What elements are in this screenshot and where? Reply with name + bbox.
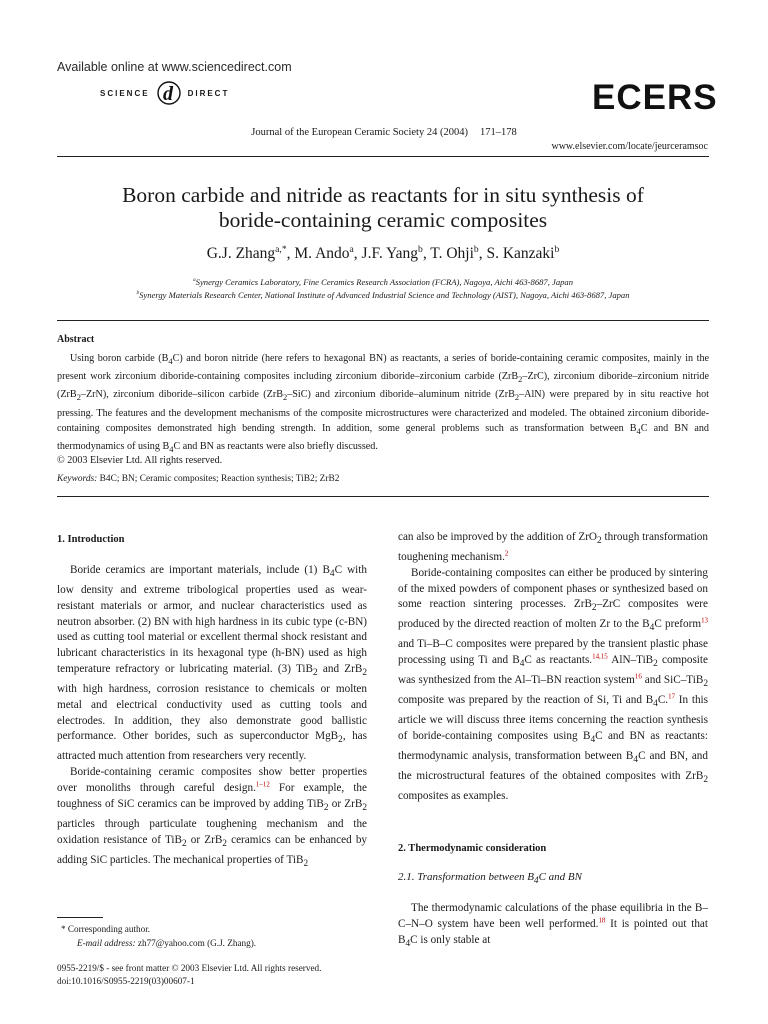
author-separator: , [286, 245, 295, 262]
affil-mark: a [192, 277, 196, 284]
author-affil-mark: b [473, 243, 479, 255]
author-name[interactable]: S. Kanzaki [486, 245, 555, 262]
author-separator: , [478, 245, 487, 262]
citation-link: 17 [668, 692, 676, 701]
author-name[interactable]: G.J. Zhang [206, 245, 276, 262]
article-title [57, 183, 709, 233]
intro-paragraph-3: Boride-containing composites can either be produced by sintering of the mixed powders of component phases or synthesized based on some reaction sintering processes. ZrB$_2$–ZrC composites were produced by the directed reaction of molten Zr to the $B_4C$ preform$^{13}$ and Ti–B–C composites were prepared by the transient plastic phase processing using Ti and $B_4C$ as reactants.$^{14,15}$ AlN–TiB$_2$ composite was synthesized from the Al–Ti–BN reaction system$^{16}$ and SiC–TiB$_2$ composite was prepared by the reaction of Si, Ti and $B_4C.^{17}$ In this article we will discuss three items concerning the reaction synthesis of boride-containing composites using $B_4C$ and BN as reactants: thermodynamic analysis, transformation between $B_4C$ and BN, and the microstructural features of the obtained composites with ZrB$_2$ composites as examples. [398, 566, 709, 803]
email-address[interactable]: zh77@yahoo.com (G.J. Zhang). [137, 938, 257, 948]
affiliation-a [57, 277, 709, 287]
intro-paragraph-2: Boride-containing ceramic composites show better properties over monoliths through careful design.$^{1-12}$ For example, the toughness of SiC ceramics can be improved by adding TiB$_2$ or ZrB$_2$ particles through particulate toughening mechanism and the oxidation resistance of TiB$_2$ or ZrB$_2$ ceramics can be enhanced by adding SiC particles. The mechanical properties of TiB$_2$ [57, 766, 368, 869]
journal-citation [0, 127, 768, 138]
journal-name: Journal of the European Ceramic Society 24 (2004) [251, 127, 468, 138]
keywords-label: Keywords: [57, 474, 98, 484]
author-affil-mark: b [418, 243, 423, 255]
direct-word: DIRECT [187, 88, 230, 98]
author-name[interactable]: M. Ando [294, 245, 350, 262]
science-word: SCIENCE [100, 88, 150, 98]
abstract-bottom-rule [57, 496, 709, 497]
author-separator: , [422, 245, 431, 262]
author-affil-mark: a [349, 243, 354, 255]
title-line-1: Boron carbide and nitride as reactants for in situ synthesis of [122, 183, 644, 207]
author-list [57, 245, 709, 263]
citation-link: 14,15 [592, 652, 608, 661]
citation-link: 18 [598, 916, 606, 925]
author-affil-mark: b [554, 243, 560, 255]
affiliation-b-text: Synergy Materials Research Center, National Institute of Advanced Industrial Science and Technology (AIST), Nagoya, Aichi 463-8687, Japan [139, 290, 630, 300]
corresponding-author-note: * Corresponding author. [61, 924, 151, 934]
citation-link: 2 [504, 549, 509, 558]
header-rule [57, 156, 709, 157]
abstract-heading: Abstract [57, 334, 95, 345]
introduction-body [57, 563, 367, 873]
journal-pages: 171–178 [479, 127, 517, 138]
author-name[interactable]: J.F. Yang [361, 245, 419, 262]
journal-url[interactable]: www.elsevier.com/locate/jeurceramsoc [551, 141, 708, 152]
ecers-logo: ECERS [592, 78, 718, 117]
affil-mark: b [136, 290, 140, 297]
keywords [57, 474, 339, 484]
affiliation-a-text: Synergy Ceramics Laboratory, Fine Ceramics Research Association (FCRA), Nagoya, Aichi 463-8687, Japan [195, 277, 574, 287]
thermo-paragraph-1: The thermodynamic calculations of the phase equilibria in the B–C–N–O system have been well performed.$^{18}$ It is pointed out that $B_4C$ is only stable at [398, 902, 708, 949]
continued-paragraph: can also be improved by the addition of ZrO$_2$ through transformation toughening mechanism.$^2$ [398, 531, 708, 564]
citation-link: 16 [634, 672, 642, 681]
abstract-text: Using boron carbide $(B_4C)$ and boron nitride (here refers to hexagonal BN) as reactants, a series of boride-containing ceramic composites, mainly in the present work zirconium diboride-containing composites including zirconium diboride–zirconium carbide (ZrB$_2$–ZrC), zirconium diboride–zirconium nitride (ZrB$_2$–ZrN), zirconium diboride–silicon carbide (ZrB$_2$–SiC) and zirconium diboride–aluminum nitride (ZrB$_2$–AlN) were prepared by in situ reactive hot pressing. The features and the development mechanisms of the composite microstructures were characterized and modeled. The obtained zirconium diboride-containing composites demonstrated high bending strength. In addition, some general problems such as transformation between $B_4C$ and BN and thermodynamics of using $B_4C$ and BN as reactants were also briefly discussed. [57, 353, 709, 455]
issn-line: 0955-2219/$ - see front matter © 2003 Elsevier Ltd. All rights reserved. [57, 963, 322, 973]
footnote-rule [57, 917, 103, 918]
right-column-body [398, 530, 708, 805]
doi-line[interactable]: doi:10.1016/S0955-2219(03)00607-1 [57, 976, 195, 986]
author-separator: , [353, 245, 362, 262]
available-online-text: Available online at www.sciencedirect.com [57, 60, 292, 74]
citation-link: 13 [701, 616, 708, 625]
abstract-top-rule [57, 320, 709, 321]
email-note [57, 936, 256, 950]
section-heading-introduction: 1. Introduction [57, 534, 125, 545]
subsection-heading-transformation: 2.1. Transformation between $B_4C$ and BN [398, 871, 582, 886]
keywords-list: B4C; BN; Ceramic composites; Reaction synthesis; TiB2; ZrB2 [99, 474, 340, 484]
author-affil-mark: a,* [275, 243, 287, 255]
title-line-2: boride-containing ceramic composites [218, 208, 548, 232]
intro-paragraph-1: Boride ceramics are important materials, include (1) $B_4C$ with low density and extreme tribological properties used as wear-resistant materials or armor, and nuclear characteristics used as neutron absorber. (2) BN with high hardness in its cubic type (c-BN) used as cutting tool material or excellent thermal shock resistant and lubricant characteristics in its hexagonal type (h-BN) used as high temperature refractory or lubricating material. (3) TiB$_2$ and ZrB$_2$ with high hardness, corrosion resistance to chemicals or molten metal and electrical conductivity used as cutting tools and electrodes. In addition, they also demonstrate good ballistic performance. Other borides, such as superconductor MgB$_2$, has attracted much attention from researchers very recently. [57, 564, 367, 763]
author-name[interactable]: T. Ohji [430, 245, 474, 262]
email-label: E-mail address: [77, 938, 136, 948]
section-heading-thermodynamic: 2. Thermodynamic consideration [398, 843, 547, 854]
affiliation-b [57, 290, 709, 300]
sciencedirect-d-icon [154, 80, 184, 106]
section-2-body [398, 901, 708, 953]
svg-text:d: d [162, 83, 175, 105]
citation-link: 1–12 [255, 780, 270, 789]
sciencedirect-logo [100, 80, 229, 106]
abstract-copyright: © 2003 Elsevier Ltd. All rights reserved. [57, 455, 223, 466]
